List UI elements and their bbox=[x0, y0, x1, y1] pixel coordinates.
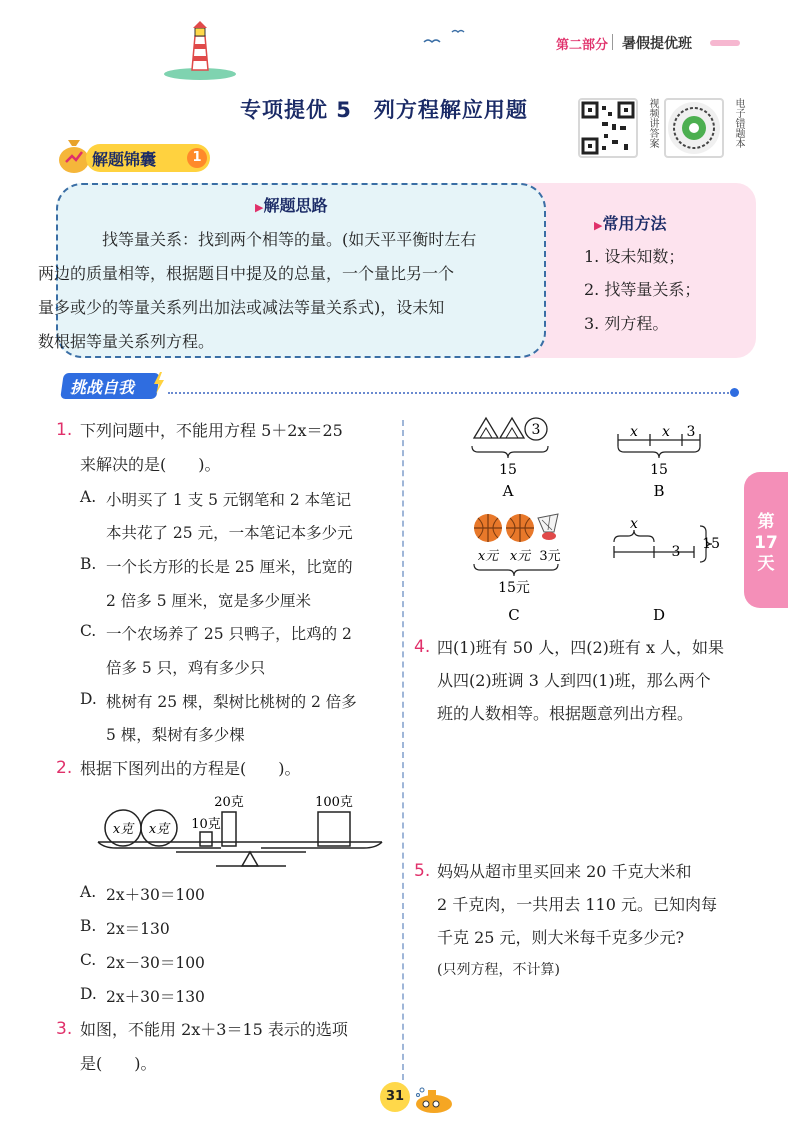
shuttlecock-icon bbox=[538, 514, 558, 540]
weight-small bbox=[200, 832, 212, 846]
ball-label: x克 bbox=[148, 822, 170, 837]
qr-code-video[interactable] bbox=[578, 98, 638, 158]
q1-option-label: B. bbox=[80, 555, 97, 573]
q1-option-a: 本共花了 25 元，一本笔记本多少元 bbox=[106, 524, 353, 542]
segment-x: x bbox=[662, 424, 670, 440]
page-number: 31 bbox=[380, 1082, 410, 1112]
q2-option-a: 2x＋30＝100 bbox=[106, 886, 205, 904]
price-label: x元 bbox=[477, 549, 499, 564]
total-label: 15元 bbox=[498, 580, 530, 596]
section-tag-text: 解题锦囊 bbox=[92, 150, 157, 169]
q3-number: 3. bbox=[56, 1019, 73, 1039]
ball-label: x克 bbox=[112, 822, 134, 837]
day-side-number: 17 bbox=[754, 533, 778, 553]
q2-option-c: 2x－30＝100 bbox=[106, 954, 205, 972]
basketball-icon bbox=[506, 514, 534, 542]
weight-right bbox=[318, 812, 350, 846]
q1-option-b: 一个长方形的长是 25 厘米，比宽的 bbox=[106, 558, 353, 576]
qr-video-label: 视频讲答案 bbox=[647, 98, 658, 148]
q3-figure-d bbox=[604, 520, 724, 626]
q2-option-b: 2x＝130 bbox=[106, 920, 170, 938]
q3-line: 是( )。 bbox=[80, 1054, 157, 1073]
option-label: C bbox=[508, 606, 520, 624]
basketball-icon bbox=[474, 514, 502, 542]
submarine-icon bbox=[412, 1086, 454, 1116]
q2-option-label: C. bbox=[80, 951, 97, 969]
qr-mistakes-label: 电子错题本 bbox=[733, 98, 744, 148]
q1-option-b: 2 倍多 5 厘米，宽是多少厘米 bbox=[106, 592, 312, 610]
dotted-divider bbox=[168, 392, 733, 394]
option-label: A bbox=[502, 482, 514, 500]
total-label: 15 bbox=[650, 462, 668, 478]
q5-line: 妈妈从超市里买回来 20 千克大米和 bbox=[437, 862, 692, 881]
tips-line: 数根据等量关系列方程。 bbox=[38, 332, 215, 351]
q4-line: 班的人数相等。根据题意列出方程。 bbox=[437, 704, 694, 723]
birds-icon bbox=[420, 24, 470, 48]
qr-pattern-icon bbox=[580, 100, 636, 156]
weight-large-label: 20克 bbox=[214, 795, 244, 810]
tips-line: 找等量关系：找到两个相等的量。(如天平平衡时左右 bbox=[102, 230, 477, 249]
tips-heading: ▶解题思路 bbox=[255, 196, 328, 215]
methods-heading: ▶常用方法 bbox=[594, 214, 667, 233]
segment-x: x bbox=[630, 424, 638, 440]
q4-line: 四(1)班有 50 人，四(2)班有 x 人，如果 bbox=[437, 638, 725, 657]
q3-figure-b bbox=[604, 414, 714, 504]
lightning-icon bbox=[152, 372, 166, 394]
q2-option-label: A. bbox=[80, 883, 97, 901]
q4-number: 4. bbox=[414, 637, 431, 657]
q2-number: 2. bbox=[56, 758, 73, 778]
q2-option-d: 2x＋30＝130 bbox=[106, 988, 205, 1006]
method-item: 1. 设未知数； bbox=[584, 247, 685, 266]
q1-line: 下列问题中，不能用方程 5＋2x＝25 bbox=[80, 421, 343, 440]
q5-note: (只列方程，不计算) bbox=[437, 962, 560, 978]
method-item: 3. 列方程。 bbox=[584, 314, 669, 333]
qr-round-icon bbox=[666, 100, 722, 156]
q3-line: 如图，不能用 2x＋3＝15 表示的选项 bbox=[80, 1020, 348, 1039]
day-side-line: 天 bbox=[757, 554, 775, 574]
q3-figure-a bbox=[454, 414, 564, 504]
divider-end-dot bbox=[730, 388, 739, 397]
option-label: D bbox=[652, 606, 666, 624]
triangle-icon: ▶ bbox=[255, 201, 264, 214]
q1-option-label: A. bbox=[80, 488, 97, 506]
challenge-tag-text: 挑战自我 bbox=[70, 378, 135, 397]
day-side-text bbox=[752, 512, 780, 575]
q1-line: 来解决的是( )。 bbox=[80, 455, 221, 474]
q2-text: 根据下图列出的方程是( )。 bbox=[80, 759, 301, 778]
q2-option-label: D. bbox=[80, 985, 97, 1003]
page-title: 专项提优 5 列方程解应用题 bbox=[240, 98, 528, 122]
header-separator bbox=[612, 34, 613, 50]
segment-3: 3 bbox=[686, 424, 696, 440]
header-decoration bbox=[710, 40, 740, 46]
q1-option-a: 小明买了 1 支 5 元钢笔和 2 本笔记 bbox=[106, 491, 352, 509]
header-part: 第二部分 bbox=[556, 38, 609, 53]
balance-scale-figure bbox=[96, 790, 386, 868]
q1-option-d: 桃树有 25 棵，梨树比桃树的 2 倍多 bbox=[106, 693, 357, 711]
section-tag-number: 1 bbox=[187, 148, 207, 168]
price-label: x元 bbox=[509, 549, 531, 564]
q3-figure-c bbox=[458, 510, 568, 626]
q5-number: 5. bbox=[414, 861, 431, 881]
price-label: 3元 bbox=[539, 549, 561, 564]
weight-small-label: 10克 bbox=[191, 817, 221, 832]
lighthouse-illustration bbox=[160, 20, 240, 80]
triangle-icon: ▶ bbox=[594, 219, 603, 232]
segment-3: 3 bbox=[671, 544, 681, 560]
circle-value: 3 bbox=[531, 422, 541, 438]
segment-x: x bbox=[630, 520, 638, 532]
weight-large bbox=[222, 812, 236, 846]
q2-option-label: B. bbox=[80, 917, 97, 935]
q1-option-c: 一个农场养了 25 只鸭子，比鸡的 2 bbox=[106, 625, 352, 643]
q1-option-label: D. bbox=[80, 690, 97, 708]
q1-number: 1. bbox=[56, 420, 73, 440]
triangle-shape-icon bbox=[500, 418, 524, 438]
option-label: B bbox=[653, 482, 665, 500]
header-series: 暑假提优班 bbox=[622, 36, 692, 52]
weight-right-label: 100克 bbox=[315, 795, 353, 810]
method-item: 2. 找等量关系； bbox=[584, 280, 701, 299]
tips-line: 量多或少的等量关系列出加法或减法等量关系式)，设未知 bbox=[38, 298, 445, 317]
q1-option-d: 5 棵，梨树有多少棵 bbox=[106, 726, 245, 744]
q5-line: 千克 25 元，则大米每千克多少元? bbox=[437, 928, 685, 947]
qr-code-mistakes[interactable] bbox=[664, 98, 724, 158]
triangle-shape-icon bbox=[474, 418, 498, 438]
q5-line: 2 千克肉，一共用去 110 元。已知肉每 bbox=[437, 895, 717, 914]
tips-line: 两边的质量相等，根据题目中提及的总量，一个量比另一个 bbox=[38, 264, 455, 283]
q1-option-label: C. bbox=[80, 622, 97, 640]
q1-option-c: 倍多 5 只，鸡有多少只 bbox=[106, 659, 266, 677]
day-side-line: 第 bbox=[757, 512, 775, 532]
column-divider bbox=[402, 420, 404, 1080]
q4-line: 从四(2)班调 3 人到四(1)班，那么两个 bbox=[437, 671, 711, 690]
tips-paragraph bbox=[38, 223, 535, 359]
total-label: 15 bbox=[499, 462, 517, 478]
total-label: 15 bbox=[702, 536, 720, 552]
